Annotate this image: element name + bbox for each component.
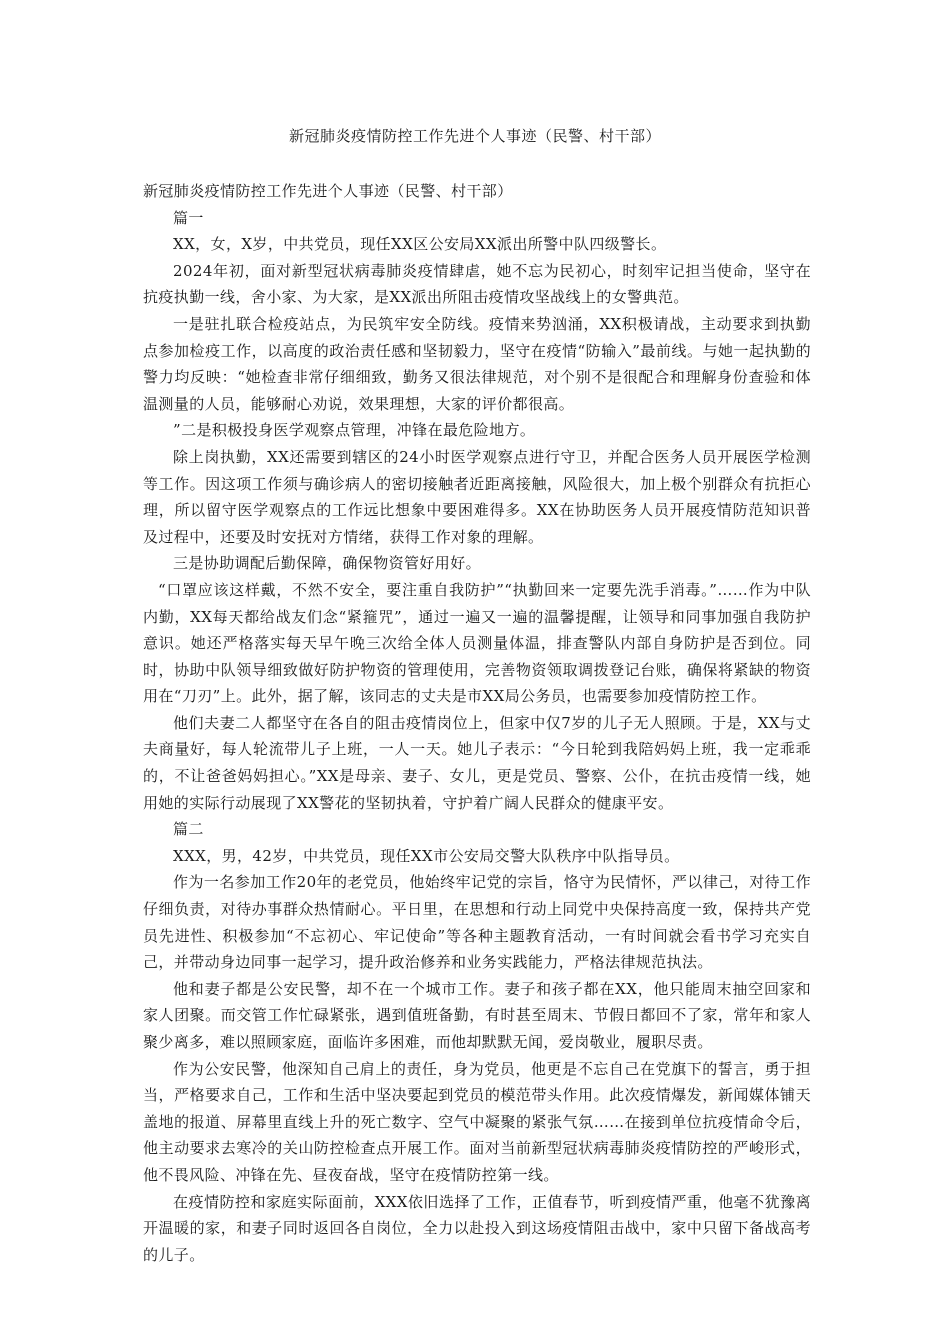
paragraph: 作为一名参加工作20年的老党员，他始终牢记党的宗旨，恪守为民情怀，严以律己，对待工作仔细负责，对待办事群众热情耐心。平日里，在思想和行动上同党中央保持高度一致，保持共产党员先进性、积极参加“不忘初心、牢记使命”等各种主题教育活动，一有时间就会看书学习充实自己，并带动身边同事一起学习，提升政治修养和业务实践能力，严格法律规范执法。 [143, 873, 811, 972]
paragraph: 除上岗执勤，XX还需要到辖区的24小时医学观察点进行守卫，并配合医务人员开展医学检测等工作。因这项工作须与确诊病人的密切接触者近距离接触，风险很大，加上极个别群众有抗拒心理，所以留守医学观察点的工作远比想象中要困难得多。XX在协助医务人员开展疫情防范知识普及过程中，还要及时安抚对方情绪，获得工作对象的理解。 [143, 447, 811, 546]
document-body [143, 178, 811, 1268]
paragraph: XXX，男，42岁，中共党员，现任XX市公安局交警大队秩序中队指导员。 [173, 846, 680, 865]
paragraph: “口罩应该这样戴，不然不安全，要注重自我防护”“执勤回来一定要先洗手消毒。”……作为中队内勤，XX每天都给战友们念“紧箍咒”，通过一遍又一遍的温馨提醒，让领导和同事加强自我防护意识。她还严格落实每天早午晚三次给全体人员测量体温，排查警队内部自身防护是否到位。同时，协助中队领导细致做好防护物资的管理使用，完善物资领取调拨登记台账，确保将紧缺的物资用在“刀刃”上。此外，据了解，该同志的丈夫是市XX局公务员，也需要参加疫情防控工作。 [143, 580, 811, 706]
paragraph: 一是驻扎联合检疫站点，为民筑牢安全防线。疫情来势汹涌，XX积极请战，主动要求到执勤点参加检疫工作，以高度的政治责任感和坚韧毅力，坚守在疫情“防输入”最前线。与她一起执勤的警力均反映：“她检查非常仔细细致，勤务又很法律规范，对个别不是很配合和理解身份查验和体温测量的人员，能够耐心劝说，效果理想，大家的评价都很高。 [143, 314, 811, 413]
section-heading-1: 篇一 [173, 208, 204, 227]
paragraph: 三是协助调配后勤保障，确保物资管好用好。 [173, 554, 482, 573]
paragraph: 在疫情防控和家庭实际面前，XXX依旧选择了工作，正值春节，听到疫情严重，他毫不犹豫离开温暖的家，和妻子同时返回各自岗位，全力以赴投入到这场疫情阻击战中，家中只留下备战高考的儿子。 [143, 1192, 811, 1264]
paragraph: 他和妻子都是公安民警，却不在一个城市工作。妻子和孩子都在XX，他只能周末抽空回家和家人团聚。而交管工作忙碌紧张，遇到值班备勤，有时甚至周末、节假日都回不了家，常年和家人聚少离多，难以照顾家庭，面临许多困难，而他却默默无闻，爱岗敬业，履职尽责。 [143, 979, 811, 1051]
paragraph: 作为公安民警，他深知自己肩上的责任，身为党员，他更是不忘自己在党旗下的誓言，勇于担当，严格要求自己，工作和生活中坚决要起到党员的模范带头作用。此次疫情爆发，新闻媒体铺天盖地的报道、屏幕里直线上升的死亡数字、空气中凝聚的紧张气氛……在接到单位抗疫情命令后，他主动要求去寒冷的关山防控检查点开展工作。面对当前新型冠状病毒肺炎疫情防控的严峻形式，他不畏风险、冲锋在先、昼夜奋战，坚守在疫情防控第一线。 [143, 1059, 811, 1184]
paragraph: ”二是积极投身医学观察点管理，冲锋在最危险地方。 [173, 421, 536, 440]
section-heading-2: 篇二 [173, 820, 204, 839]
paragraph: 他们夫妻二人都坚守在各自的阻击疫情岗位上，但家中仅7岁的儿子无人照顾。于是，XX与丈夫商量好，每人轮流带儿子上班，一人一天。她儿子表示：“今日轮到我陪妈妈上班，我一定乖乖的，不让爸爸妈妈担心。”XX是母亲、妻子、女儿，更是党员、警察、公仆，在抗击疫情一线，她用她的实际行动展现了XX警花的坚韧执着，守护着广阔人民群众的健康平安。 [143, 713, 811, 812]
paragraph: XX，女，X岁，中共党员，现任XX区公安局XX派出所警中队四级警长。 [173, 235, 667, 254]
document-title: 新冠肺炎疫情防控工作先进个人事迹（民警、村干部） [288, 127, 661, 145]
paragraph: 2024年初，面对新型冠状病毒肺炎疫情肆虐，她不忘为民初心，时刻牢记担当使命，坚守在抗疫执勤一线，舍小家、为大家，是XX派出所阻击疫情攻坚战线上的女警典范。 [143, 261, 811, 307]
document-subtitle: 新冠肺炎疫情防控工作先进个人事迹（民警、村干部） [143, 182, 513, 200]
